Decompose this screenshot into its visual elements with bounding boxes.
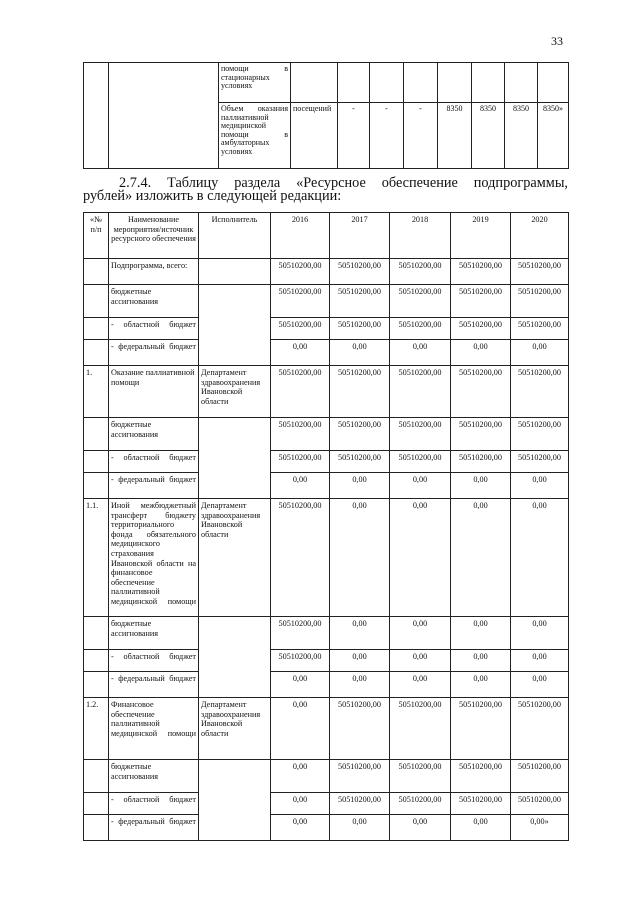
row-number: 1.: [84, 366, 109, 418]
value-cell: 50510200,00: [330, 451, 390, 473]
table-row: [84, 760, 569, 793]
value-cell: 0,00: [330, 499, 390, 617]
row-number: [84, 672, 109, 698]
table-row: [84, 815, 569, 841]
row-number: [84, 793, 109, 815]
row-number: [84, 340, 109, 366]
value-cell: 50510200,00: [511, 451, 569, 473]
value-cell: 50510200,00: [451, 451, 511, 473]
value-cell: 50510200,00: [451, 793, 511, 815]
executor-cell: Департамент здравоохранения Ивановской области: [199, 366, 271, 418]
value-cell: 50510200,00: [390, 760, 451, 793]
value-cell: 50510200,00: [511, 285, 569, 318]
value-cell: 0,00: [271, 340, 330, 366]
value-cell: 50510200,00: [451, 259, 511, 285]
executor-cell: [199, 285, 271, 366]
value-cell: 0,00: [271, 815, 330, 841]
value-cell: 0,00: [330, 650, 390, 672]
table-row: [84, 793, 569, 815]
value-cell: 50510200,00: [511, 760, 569, 793]
column-header: 2017: [330, 213, 390, 259]
value-cell: 0,00: [511, 340, 569, 366]
row-number: [84, 617, 109, 650]
value-cell: 0,00: [511, 672, 569, 698]
value-cell: 50510200,00: [451, 318, 511, 340]
row-name: Оказание паллиативной помощи: [109, 366, 199, 418]
value-cell: 0,00: [451, 815, 511, 841]
executor-cell: Департамент здравоохранения Ивановской области: [199, 698, 271, 760]
value-cell: 50510200,00: [511, 698, 569, 760]
table-row: [84, 499, 569, 617]
table-row: [84, 617, 569, 650]
table-row: [84, 698, 569, 760]
value-cell: 50510200,00: [511, 366, 569, 418]
row-number: [84, 473, 109, 499]
value-cell: 50510200,00: [271, 650, 330, 672]
value-cell: 0,00»: [511, 815, 569, 841]
value-cell: 50510200,00: [390, 698, 451, 760]
value-cell: 0,00: [451, 499, 511, 617]
value-cell: 0,00: [390, 672, 451, 698]
value-cell: -: [370, 103, 404, 169]
column-header: Наименование мероприятия/источник ресурсного обеспечения: [109, 213, 199, 259]
page-number: 33: [551, 34, 563, 48]
value-cell: 50510200,00: [330, 285, 390, 318]
value-cell: 0,00: [271, 760, 330, 793]
row-number: [84, 285, 109, 318]
column-header: 2016: [271, 213, 330, 259]
row-name: Подпрограмма, всего:: [109, 259, 199, 285]
value-cell: 50510200,00: [330, 259, 390, 285]
value-cell: 0,00: [390, 650, 451, 672]
value-cell: 50510200,00: [451, 366, 511, 418]
row-number: [84, 259, 109, 285]
row-name: бюджетные ассигнования: [109, 418, 199, 451]
row-name: бюджетные ассигнования: [109, 760, 199, 793]
executor-cell: [199, 760, 271, 841]
value-cell: 0,00: [330, 672, 390, 698]
value-cell: 50510200,00: [390, 366, 451, 418]
value-cell: 0,00: [390, 473, 451, 499]
value-cell: 50510200,00: [330, 366, 390, 418]
value-cell: 50510200,00: [390, 451, 451, 473]
value-cell: 0,00: [451, 473, 511, 499]
row-number: 1.2.: [84, 698, 109, 760]
value-cell: 0,00: [330, 815, 390, 841]
value-cell: 8350: [472, 103, 505, 169]
row-name: Иной межбюджетный трансферт бюджету территориального фонда обязательного медицинского страхования Ивановской области на финансовое обеспечение паллиативной медицинской помощи: [109, 499, 199, 617]
value-cell: 0,00: [390, 340, 451, 366]
value-cell: 50510200,00: [390, 418, 451, 451]
value-cell: 0,00: [271, 698, 330, 760]
row-name: - федеральный бюджет: [109, 815, 199, 841]
heading-line: рублей» изложить в следующей редакции:: [83, 188, 342, 205]
value-cell: 0,00: [271, 793, 330, 815]
row-number: [84, 318, 109, 340]
value-cell: 0,00: [330, 473, 390, 499]
column-header: «№ п/п: [84, 213, 109, 259]
value-cell: 50510200,00: [330, 793, 390, 815]
value-cell: 0,00: [451, 340, 511, 366]
value-cell: 0,00: [330, 617, 390, 650]
value-cell: 0,00: [451, 617, 511, 650]
value-cell: 50510200,00: [271, 259, 330, 285]
table-row: [84, 650, 569, 672]
row-number: [84, 815, 109, 841]
executor-cell: [199, 418, 271, 499]
value-cell: 0,00: [390, 617, 451, 650]
row-number: [84, 451, 109, 473]
value-cell: 50510200,00: [330, 318, 390, 340]
value-cell: 0,00: [390, 815, 451, 841]
value-cell: 50510200,00: [390, 259, 451, 285]
table-header-row: [84, 213, 569, 259]
value-cell: 0,00: [451, 672, 511, 698]
value-cell: 0,00: [330, 340, 390, 366]
row-number: [84, 760, 109, 793]
service-label: Объем оказания паллиативной медицинской помощи в амбулаторных условиях: [219, 103, 291, 169]
value-cell: 50510200,00: [451, 698, 511, 760]
value-cell: 50510200,00: [330, 698, 390, 760]
value-cell: 0,00: [511, 499, 569, 617]
row-number: 1.1.: [84, 499, 109, 617]
value-cell: 50510200,00: [271, 418, 330, 451]
row-name: - областной бюджет: [109, 650, 199, 672]
value-cell: 0,00: [511, 617, 569, 650]
table-row: [84, 451, 569, 473]
value-cell: 50510200,00: [511, 318, 569, 340]
column-header: 2019: [451, 213, 511, 259]
row-name: - областной бюджет: [109, 793, 199, 815]
executor-cell: [199, 259, 271, 285]
column-header: 2020: [511, 213, 569, 259]
top-table-fragment: [83, 62, 569, 169]
row-name: - областной бюджет: [109, 318, 199, 340]
value-cell: 50510200,00: [451, 285, 511, 318]
row-name: Финансовое обеспечение паллиативной медицинской помощи: [109, 698, 199, 760]
value-cell: -: [338, 103, 370, 169]
column-header: 2018: [390, 213, 451, 259]
table-row: [84, 473, 569, 499]
row-name: - областной бюджет: [109, 451, 199, 473]
value-cell: 0,00: [511, 650, 569, 672]
value-cell: 50510200,00: [511, 259, 569, 285]
value-cell: 8350: [505, 103, 538, 169]
column-header: Исполнитель: [199, 213, 271, 259]
value-cell: 0,00: [451, 650, 511, 672]
value-cell: 0,00: [511, 473, 569, 499]
table-row: [84, 318, 569, 340]
value-cell: 0,00: [271, 473, 330, 499]
value-cell: 50510200,00: [271, 285, 330, 318]
row-name: бюджетные ассигнования: [109, 285, 199, 318]
row-name: - федеральный бюджет: [109, 672, 199, 698]
executor-cell: [199, 617, 271, 698]
value-cell: 8350: [438, 103, 472, 169]
value-cell: 50510200,00: [511, 418, 569, 451]
value-cell: 50510200,00: [390, 285, 451, 318]
value-cell: 50510200,00: [271, 499, 330, 617]
value-cell: 50510200,00: [330, 418, 390, 451]
row-name: бюджетные ассигнования: [109, 617, 199, 650]
table-row: [84, 259, 569, 285]
value-cell: 50510200,00: [271, 366, 330, 418]
value-cell: 50510200,00: [451, 418, 511, 451]
value-cell: 50510200,00: [451, 760, 511, 793]
unit-cell: посещений: [291, 103, 338, 169]
service-label: помощи в стационарных условиях: [219, 63, 291, 103]
value-cell: 50510200,00: [390, 318, 451, 340]
section-heading: [83, 177, 568, 203]
value-cell: 50510200,00: [390, 793, 451, 815]
row-name: - федеральный бюджет: [109, 340, 199, 366]
table-row: [84, 340, 569, 366]
value-cell: 0,00: [390, 499, 451, 617]
row-number: [84, 650, 109, 672]
value-cell: -: [404, 103, 438, 169]
value-cell: 50510200,00: [271, 617, 330, 650]
value-cell: 50510200,00: [271, 318, 330, 340]
table-row: [84, 366, 569, 418]
table-row: [84, 63, 569, 103]
resource-table: [83, 212, 569, 841]
value-cell: 50510200,00: [271, 451, 330, 473]
value-cell: 50510200,00: [511, 793, 569, 815]
row-name: - федеральный бюджет: [109, 473, 199, 499]
value-cell: 50510200,00: [330, 760, 390, 793]
table-row: [84, 285, 569, 318]
table-row: [84, 672, 569, 698]
value-cell: 8350»: [538, 103, 569, 169]
executor-cell: Департамент здравоохранения Ивановской области: [199, 499, 271, 617]
table-row: [84, 418, 569, 451]
value-cell: 0,00: [271, 672, 330, 698]
heading-line: 2.7.4. Таблицу раздела «Ресурсное обеспечение подпрограммы,: [119, 175, 568, 191]
row-number: [84, 418, 109, 451]
